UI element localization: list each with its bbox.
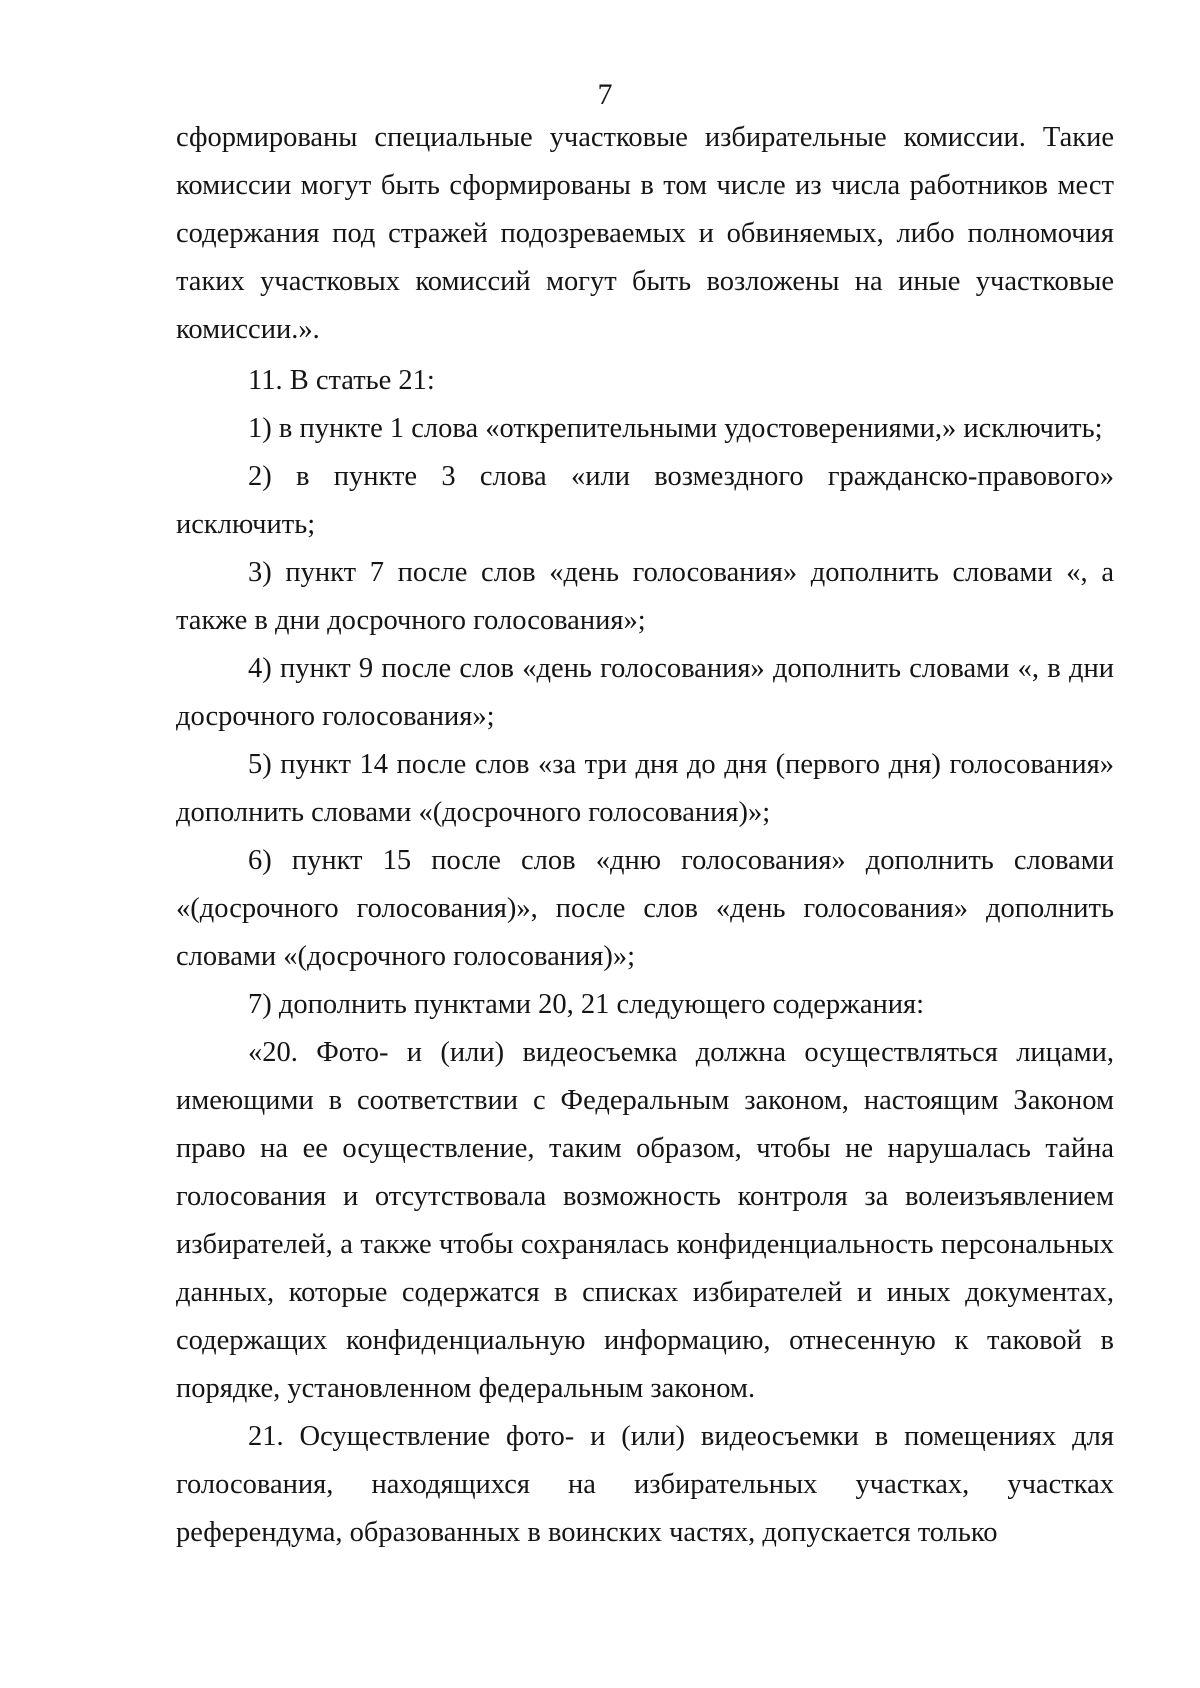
paragraph-article-21-heading: 11. В статье 21: <box>248 365 435 396</box>
paragraph-item-2: 2) в пункте 3 слова «или возмездного гражданско-правового» исключить; <box>176 461 1114 540</box>
paragraph-item-7: 7) дополнить пунктами 20, 21 следующего содержания: <box>248 989 924 1020</box>
paragraph-item-5: 5) пункт 14 после слов «за три дня до дня (первого дня) голосования» дополнить словами «(досрочного голосования)»; <box>176 749 1114 828</box>
page-number: 7 <box>597 78 613 111</box>
paragraph-item-6: 6) пункт 15 после слов «дню голосования» дополнить словами «(досрочного голосования)», после слов «день голосования» дополнить словами «(досрочного голосования)»; <box>176 845 1114 972</box>
paragraph-item-1: 1) в пункте 1 слова «открепительными удостоверениями,» исключить; <box>248 413 1103 444</box>
paragraph-point-20: «20. Фото- и (или) видеосъемка должна осуществляться лицами, имеющими в соответствии с Федеральным законом, настоящим Законом право на ее осуществление, таким образом, чтобы не нарушалась тайна голосования и отсутствовала возможность контроля за волеизъявлением избирателей, а также чтобы сохранялась конфиденциальность персональных данных, которые содержатся в списках избирателей и иных документах, содержащих конфиденциальную информацию, отнесенную к таковой в порядке, установленном федеральным законом. <box>176 1037 1114 1404</box>
paragraph-point-21: 21. Осуществление фото- и (или) видеосъемки в помещениях для голосования, находящихся на избирательных участках, участках референдума, образованных в воинских частях, допускается только <box>176 1421 1114 1548</box>
document-body <box>176 114 1114 1557</box>
paragraph-item-3: 3) пункт 7 после слов «день голосования» дополнить словами «, а также в дни досрочного голосования»; <box>176 557 1114 636</box>
paragraph-continuation: сформированы специальные участковые избирательные комиссии. Такие комиссии могут быть сформированы в том числе из числа работников мест содержания под стражей подозреваемых и обвиняемых, либо полномочия таких участковых комиссий могут быть возложены на иные участковые комиссии.». <box>176 122 1114 345</box>
paragraph-item-4: 4) пункт 9 после слов «день голосования» дополнить словами «, в дни досрочного голосования»; <box>176 653 1114 732</box>
